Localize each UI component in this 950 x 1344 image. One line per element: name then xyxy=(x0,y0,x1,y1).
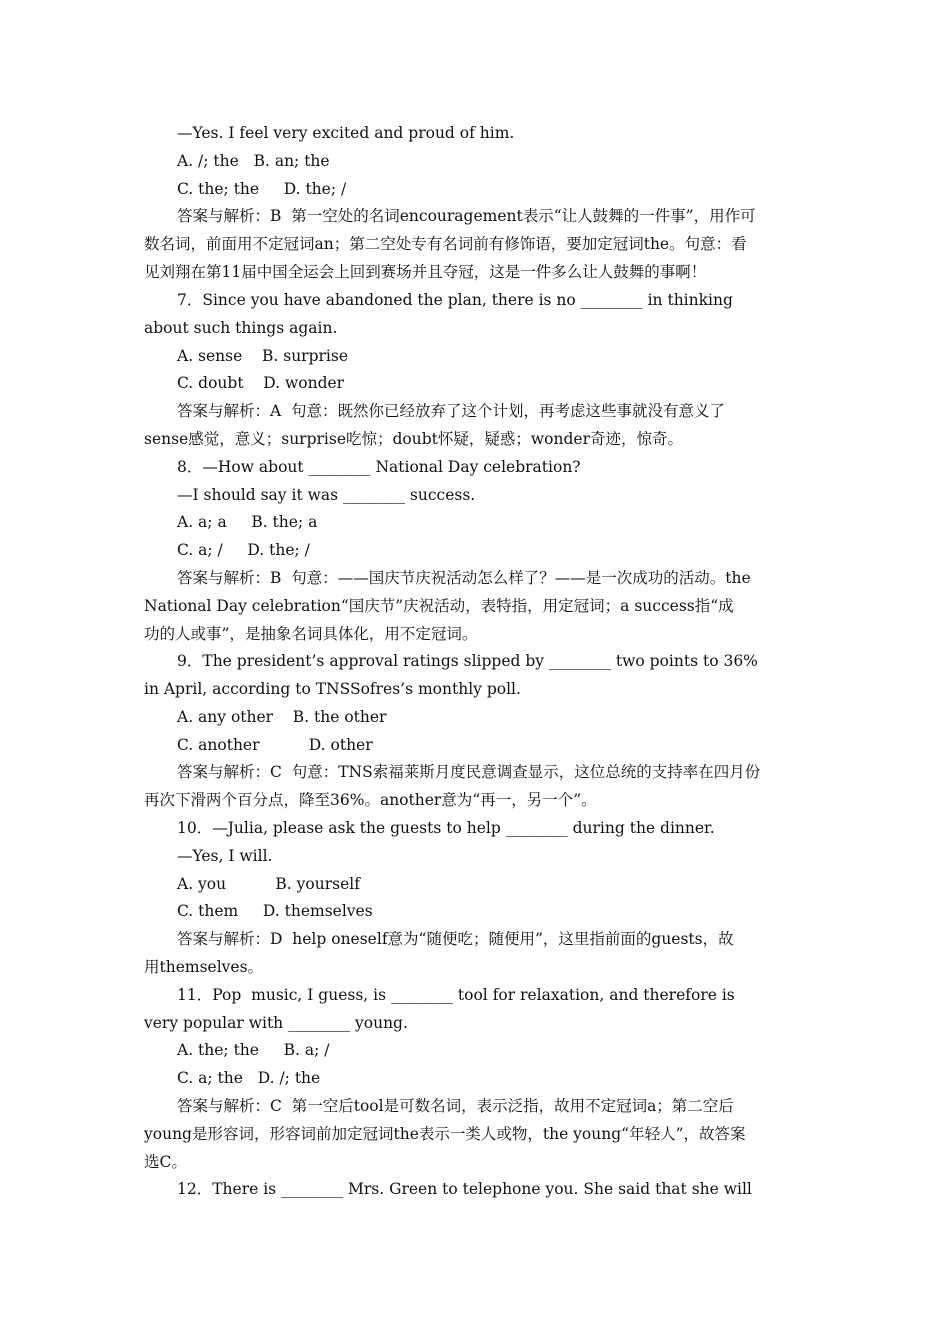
option-line: C. them D. themselves xyxy=(177,902,373,920)
answer-explanation: 答案与解析：C 第一空后tool是可数名词，表示泛指，故用不定冠词a；第二空后 xyxy=(177,1097,734,1115)
answer-explanation: 答案与解析：D help oneself意为“随便吃；随便用”，这里指前面的guests，故 xyxy=(177,930,734,948)
answer-explanation: 数名词，前面用不定冠词an；第二空处专有名词前有修饰语，要加定冠词the。句意：看 xyxy=(144,235,747,253)
question-12: 12．There is ________ Mrs. Green to telephone you. She said that she will xyxy=(177,1180,752,1198)
question-11: 11．Pop music, I guess, is ________ tool for relaxation, and therefore is xyxy=(177,986,735,1004)
option-line: A. any other B. the other xyxy=(177,708,387,726)
question-7: 7．Since you have abandoned the plan, there is no ________ in thinking xyxy=(177,291,733,309)
answer-explanation: 再次下滑两个百分点，降至36%。another意为“再一，另一个”。 xyxy=(144,791,597,809)
option-line: C. doubt D. wonder xyxy=(177,374,345,392)
answer-explanation: young是形容词，形容词前加定冠词the表示一类人或物，the young“年轻人”，故答案 xyxy=(144,1125,746,1143)
option-line: C. a; / D. the; / xyxy=(177,541,310,559)
question-11: very popular with ________ young. xyxy=(144,1014,408,1032)
question-10: 10．—Julia, please ask the guests to help ________ during the dinner. xyxy=(177,819,715,837)
option-line: A. /; the B. an; the xyxy=(177,152,330,170)
answer-explanation: 用themselves。 xyxy=(144,958,264,976)
answer-explanation: 答案与解析：B 句意：——国庆节庆祝活动怎么样了？——是一次成功的活动。the xyxy=(177,569,751,587)
answer-explanation: 答案与解析：B 第一空处的名词encouragement表示“让人鼓舞的一件事”，用作可 xyxy=(177,207,756,225)
question-8: 8．—How about ________ National Day celebration? xyxy=(177,458,581,476)
answer-explanation: National Day celebration“国庆节”庆祝活动，表特指，用定冠词；a success指“成 xyxy=(144,597,734,615)
question-9: in April, according to TNSSofres’s monthly poll. xyxy=(144,680,521,698)
option-line: A. the; the B. a; / xyxy=(177,1041,330,1059)
dialogue-line: —Yes. I feel very excited and proud of him. xyxy=(177,124,515,142)
dialogue-line: —Yes, I will. xyxy=(177,847,273,865)
answer-explanation: 见刘翔在第11届中国全运会上回到赛场并且夺冠，这是一件多么让人鼓舞的事啊！ xyxy=(144,263,707,281)
answer-explanation: 答案与解析：A 句意：既然你已经放弃了这个计划，再考虑这些事就没有意义了 xyxy=(177,402,726,420)
question-7: about such things again. xyxy=(144,319,338,337)
option-line: C. the; the D. the; / xyxy=(177,180,347,198)
answer-explanation: sense感觉，意义；surprise吃惊；doubt怀疑，疑惑；wonder奇迹，惊奇。 xyxy=(144,430,683,448)
option-line: A. you B. yourself xyxy=(177,875,360,893)
option-line: A. sense B. surprise xyxy=(177,347,348,365)
answer-explanation: 功的人或事”，是抽象名词具体化，用不定冠词。 xyxy=(144,625,478,643)
option-line: A. a; a B. the; a xyxy=(177,513,318,531)
answer-explanation: 答案与解析：C 句意：TNS索福莱斯月度民意调查显示，这位总统的支持率在四月份 xyxy=(177,763,761,781)
dialogue-line: —I should say it was ________ success. xyxy=(177,486,476,504)
option-line: C. a; the D. /; the xyxy=(177,1069,321,1087)
question-9: 9．The president’s approval ratings slipped by ________ two points to 36% xyxy=(177,652,758,670)
answer-explanation: 选C。 xyxy=(144,1153,187,1171)
option-line: C. another D. other xyxy=(177,736,373,754)
